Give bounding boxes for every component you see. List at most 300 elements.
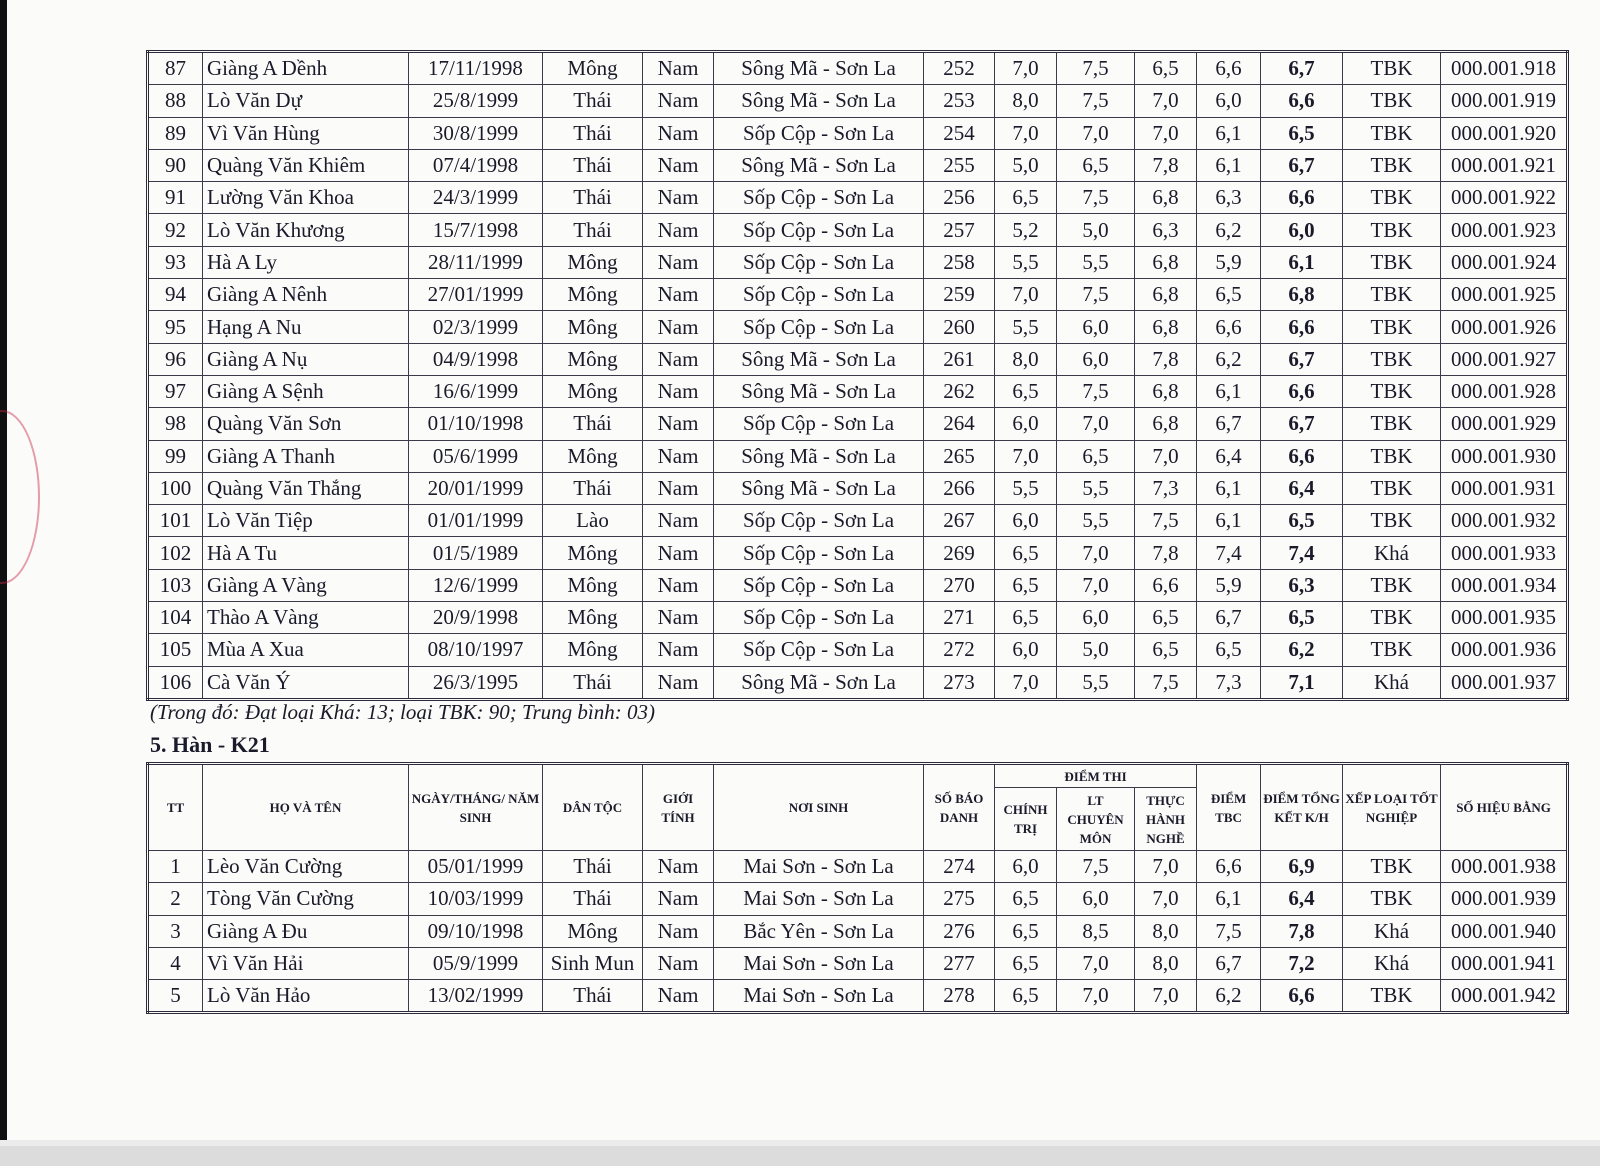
- header-ethnic: DÂN TỘC: [543, 764, 643, 851]
- cell-dob: 02/3/1999: [409, 311, 543, 343]
- header-tt: TT: [148, 764, 203, 851]
- cell-tt: 95: [148, 311, 203, 343]
- cell-ct: 6,5: [995, 537, 1057, 569]
- cell-name: Quàng Văn Thắng: [203, 472, 409, 504]
- cell-tk: 6,7: [1261, 52, 1343, 85]
- cell-gender: Nam: [643, 408, 714, 440]
- cell-tbc: 6,5: [1197, 634, 1261, 666]
- table1-row: [148, 182, 1568, 214]
- cell-ethnic: Lào: [543, 505, 643, 537]
- table1-row: [148, 375, 1568, 407]
- cell-tk: 7,2: [1261, 947, 1343, 979]
- cell-sh: 000.001.922: [1441, 182, 1568, 214]
- cell-xl: TBK: [1343, 52, 1441, 85]
- cell-tbc: 6,6: [1197, 851, 1261, 883]
- cell-th: 6,8: [1135, 375, 1197, 407]
- cell-tbc: 7,3: [1197, 666, 1261, 699]
- cell-birthplace: Sốp Cộp - Sơn La: [714, 214, 924, 246]
- cell-ethnic: Mông: [543, 537, 643, 569]
- cell-ct: 6,5: [995, 980, 1057, 1013]
- cell-name: Lò Văn Dự: [203, 85, 409, 117]
- cell-name: Thào A Vàng: [203, 602, 409, 634]
- cell-ct: 5,2: [995, 214, 1057, 246]
- cell-lt: 6,0: [1057, 311, 1135, 343]
- cell-birthplace: Sốp Cộp - Sơn La: [714, 279, 924, 311]
- cell-sbd: 266: [924, 472, 995, 504]
- cell-sh: 000.001.939: [1441, 883, 1568, 915]
- cell-xl: TBK: [1343, 214, 1441, 246]
- cell-name: Quàng Văn Sơn: [203, 408, 409, 440]
- cell-sbd: 275: [924, 883, 995, 915]
- cell-dob: 28/11/1999: [409, 246, 543, 278]
- cell-tk: 7,4: [1261, 537, 1343, 569]
- cell-sbd: 254: [924, 117, 995, 149]
- cell-birthplace: Sốp Cộp - Sơn La: [714, 311, 924, 343]
- cell-th: 7,0: [1135, 883, 1197, 915]
- cell-lt: 6,0: [1057, 602, 1135, 634]
- cell-tt: 101: [148, 505, 203, 537]
- cell-xl: TBK: [1343, 311, 1441, 343]
- cell-ethnic: Thái: [543, 472, 643, 504]
- cell-lt: 7,0: [1057, 947, 1135, 979]
- table1-row: [148, 569, 1568, 601]
- cell-tt: 100: [148, 472, 203, 504]
- cell-ct: 6,0: [995, 634, 1057, 666]
- cell-dob: 13/02/1999: [409, 980, 543, 1013]
- cell-tbc: 7,5: [1197, 915, 1261, 947]
- cell-dob: 05/01/1999: [409, 851, 543, 883]
- cell-xl: TBK: [1343, 117, 1441, 149]
- cell-dob: 30/8/1999: [409, 117, 543, 149]
- cell-sh: 000.001.918: [1441, 52, 1568, 85]
- cell-tk: 6,1: [1261, 246, 1343, 278]
- cell-lt: 7,5: [1057, 375, 1135, 407]
- cell-gender: Nam: [643, 569, 714, 601]
- cell-xl: Khá: [1343, 915, 1441, 947]
- cell-sbd: 262: [924, 375, 995, 407]
- cell-sbd: 264: [924, 408, 995, 440]
- cell-gender: Nam: [643, 472, 714, 504]
- han-k21-table: [146, 762, 1569, 1014]
- cell-ethnic: Thái: [543, 149, 643, 181]
- cell-lt: 6,5: [1057, 149, 1135, 181]
- cell-tbc: 6,0: [1197, 85, 1261, 117]
- cell-dob: 01/5/1989: [409, 537, 543, 569]
- cell-dob: 15/7/1998: [409, 214, 543, 246]
- cell-ethnic: Mông: [543, 602, 643, 634]
- cell-sh: 000.001.921: [1441, 149, 1568, 181]
- table1-row: [148, 117, 1568, 149]
- cell-ethnic: Mông: [543, 915, 643, 947]
- header-birthplace: NƠI SINH: [714, 764, 924, 851]
- table2-row: [148, 883, 1568, 915]
- cell-th: 6,8: [1135, 182, 1197, 214]
- cell-ct: 6,0: [995, 505, 1057, 537]
- cell-sh: 000.001.936: [1441, 634, 1568, 666]
- header-thuc-hanh: THỰC HÀNH NGHỀ: [1135, 788, 1197, 851]
- cell-ct: 7,0: [995, 279, 1057, 311]
- cell-dob: 01/01/1999: [409, 505, 543, 537]
- cell-dob: 01/10/1998: [409, 408, 543, 440]
- cell-tt: 106: [148, 666, 203, 699]
- cell-name: Lường Văn Khoa: [203, 182, 409, 214]
- header-lt-chuyen-mon: LT CHUYÊN MÔN: [1057, 788, 1135, 851]
- cell-tt: 92: [148, 214, 203, 246]
- cell-tk: 7,1: [1261, 666, 1343, 699]
- cell-lt: 7,5: [1057, 182, 1135, 214]
- cell-tbc: 6,1: [1197, 472, 1261, 504]
- header-so-hieu: SỐ HIỆU BẰNG: [1441, 764, 1568, 851]
- cell-dob: 09/10/1998: [409, 915, 543, 947]
- cell-tbc: 5,9: [1197, 569, 1261, 601]
- cell-th: 6,6: [1135, 569, 1197, 601]
- cell-lt: 7,0: [1057, 117, 1135, 149]
- cell-tk: 6,0: [1261, 214, 1343, 246]
- cell-tk: 6,6: [1261, 311, 1343, 343]
- cell-xl: TBK: [1343, 569, 1441, 601]
- cell-ethnic: Thái: [543, 117, 643, 149]
- cell-lt: 7,0: [1057, 980, 1135, 1013]
- cell-ethnic: Mông: [543, 52, 643, 85]
- cell-birthplace: Sốp Cộp - Sơn La: [714, 246, 924, 278]
- cell-ethnic: Mông: [543, 343, 643, 375]
- cell-sh: 000.001.924: [1441, 246, 1568, 278]
- table1-row: [148, 149, 1568, 181]
- cell-sbd: 267: [924, 505, 995, 537]
- cell-tt: 99: [148, 440, 203, 472]
- cell-dob: 25/8/1999: [409, 85, 543, 117]
- cell-birthplace: Bắc Yên - Sơn La: [714, 915, 924, 947]
- cell-sh: 000.001.931: [1441, 472, 1568, 504]
- cell-gender: Nam: [643, 980, 714, 1013]
- cell-ethnic: Mông: [543, 569, 643, 601]
- table1-row: [148, 666, 1568, 699]
- cell-name: Hà A Ly: [203, 246, 409, 278]
- cell-dob: 17/11/1998: [409, 52, 543, 85]
- cell-tt: 93: [148, 246, 203, 278]
- table1-row: [148, 246, 1568, 278]
- cell-tbc: 7,4: [1197, 537, 1261, 569]
- cell-sbd: 269: [924, 537, 995, 569]
- cell-name: Lò Văn Hảo: [203, 980, 409, 1013]
- cell-name: Cà Văn Ý: [203, 666, 409, 699]
- cell-xl: TBK: [1343, 602, 1441, 634]
- cell-dob: 24/3/1999: [409, 182, 543, 214]
- cell-ethnic: Thái: [543, 851, 643, 883]
- cell-name: Giàng A Đu: [203, 915, 409, 947]
- cell-th: 7,0: [1135, 851, 1197, 883]
- header-tong-ket: ĐIỂM TỔNG KẾT K/H: [1261, 764, 1343, 851]
- header-tbc: ĐIỂM TBC: [1197, 764, 1261, 851]
- cell-lt: 5,5: [1057, 246, 1135, 278]
- cell-gender: Nam: [643, 214, 714, 246]
- cell-xl: TBK: [1343, 85, 1441, 117]
- cell-gender: Nam: [643, 537, 714, 569]
- cell-sbd: 253: [924, 85, 995, 117]
- cell-birthplace: Sốp Cộp - Sơn La: [714, 537, 924, 569]
- cell-tk: 6,8: [1261, 279, 1343, 311]
- cell-tbc: 6,1: [1197, 117, 1261, 149]
- cell-lt: 7,5: [1057, 52, 1135, 85]
- cell-ethnic: Mông: [543, 440, 643, 472]
- cell-birthplace: Mai Sơn - Sơn La: [714, 851, 924, 883]
- cell-gender: Nam: [643, 85, 714, 117]
- cell-tk: 6,5: [1261, 117, 1343, 149]
- cell-tbc: 6,1: [1197, 505, 1261, 537]
- cell-ct: 8,0: [995, 343, 1057, 375]
- cell-xl: Khá: [1343, 537, 1441, 569]
- table1-row: [148, 505, 1568, 537]
- table1-row: [148, 472, 1568, 504]
- cell-tk: 6,7: [1261, 408, 1343, 440]
- cell-dob: 08/10/1997: [409, 634, 543, 666]
- cell-gender: Nam: [643, 343, 714, 375]
- cell-ct: 7,0: [995, 666, 1057, 699]
- cell-th: 7,0: [1135, 440, 1197, 472]
- cell-gender: Nam: [643, 634, 714, 666]
- cell-sbd: 257: [924, 214, 995, 246]
- cell-ct: 6,5: [995, 182, 1057, 214]
- cell-name: Quàng Văn Khiêm: [203, 149, 409, 181]
- cell-ethnic: Mông: [543, 311, 643, 343]
- cell-sbd: 274: [924, 851, 995, 883]
- cell-dob: 05/6/1999: [409, 440, 543, 472]
- cell-dob: 12/6/1999: [409, 569, 543, 601]
- cell-tk: 6,6: [1261, 980, 1343, 1013]
- header-diem-thi: ĐIỂM THI: [995, 764, 1197, 788]
- cell-tt: 87: [148, 52, 203, 85]
- cell-tk: 6,5: [1261, 602, 1343, 634]
- cell-th: 7,8: [1135, 537, 1197, 569]
- cell-ct: 7,0: [995, 440, 1057, 472]
- cell-lt: 5,0: [1057, 634, 1135, 666]
- cell-tt: 102: [148, 537, 203, 569]
- cell-name: Giàng A Nênh: [203, 279, 409, 311]
- cell-gender: Nam: [643, 666, 714, 699]
- cell-sh: 000.001.927: [1441, 343, 1568, 375]
- cell-tk: 6,6: [1261, 440, 1343, 472]
- cell-tk: 6,3: [1261, 569, 1343, 601]
- cell-name: Mùa A Xua: [203, 634, 409, 666]
- cell-tt: 4: [148, 947, 203, 979]
- cell-th: 7,0: [1135, 980, 1197, 1013]
- cell-lt: 5,0: [1057, 214, 1135, 246]
- cell-tt: 1: [148, 851, 203, 883]
- cell-tbc: 6,3: [1197, 182, 1261, 214]
- cell-lt: 5,5: [1057, 472, 1135, 504]
- cell-tk: 6,7: [1261, 343, 1343, 375]
- cell-ct: 5,0: [995, 149, 1057, 181]
- cell-th: 7,3: [1135, 472, 1197, 504]
- cell-sh: 000.001.919: [1441, 85, 1568, 117]
- cell-xl: TBK: [1343, 343, 1441, 375]
- cell-xl: TBK: [1343, 182, 1441, 214]
- cell-th: 6,5: [1135, 634, 1197, 666]
- cell-birthplace: Sốp Cộp - Sơn La: [714, 408, 924, 440]
- cell-tt: 105: [148, 634, 203, 666]
- cell-sbd: 273: [924, 666, 995, 699]
- cell-lt: 6,0: [1057, 883, 1135, 915]
- cell-birthplace: Sông Mã - Sơn La: [714, 472, 924, 504]
- cell-tk: 6,7: [1261, 149, 1343, 181]
- cell-sbd: 260: [924, 311, 995, 343]
- cell-name: Lò Văn Khương: [203, 214, 409, 246]
- cell-dob: 07/4/1998: [409, 149, 543, 181]
- cell-tk: 6,6: [1261, 182, 1343, 214]
- cell-tt: 90: [148, 149, 203, 181]
- cell-birthplace: Sông Mã - Sơn La: [714, 666, 924, 699]
- cell-sh: 000.001.937: [1441, 666, 1568, 699]
- cell-xl: TBK: [1343, 505, 1441, 537]
- table1-row: [148, 311, 1568, 343]
- cell-sh: 000.001.932: [1441, 505, 1568, 537]
- cell-ct: 6,5: [995, 375, 1057, 407]
- cell-tt: 94: [148, 279, 203, 311]
- cell-birthplace: Sốp Cộp - Sơn La: [714, 505, 924, 537]
- cell-dob: 20/01/1999: [409, 472, 543, 504]
- cell-lt: 7,0: [1057, 408, 1135, 440]
- cell-tbc: 6,7: [1197, 947, 1261, 979]
- cell-sh: 000.001.930: [1441, 440, 1568, 472]
- cell-birthplace: Mai Sơn - Sơn La: [714, 980, 924, 1013]
- cell-tbc: 6,2: [1197, 214, 1261, 246]
- cell-gender: Nam: [643, 851, 714, 883]
- cell-ethnic: Thái: [543, 883, 643, 915]
- cell-dob: 16/6/1999: [409, 375, 543, 407]
- cell-lt: 7,0: [1057, 569, 1135, 601]
- cell-gender: Nam: [643, 182, 714, 214]
- cell-xl: TBK: [1343, 408, 1441, 440]
- cell-ethnic: Mông: [543, 375, 643, 407]
- cell-ethnic: Thái: [543, 214, 643, 246]
- cell-th: 7,5: [1135, 666, 1197, 699]
- cell-tt: 2: [148, 883, 203, 915]
- cell-gender: Nam: [643, 440, 714, 472]
- cell-sbd: 270: [924, 569, 995, 601]
- cell-ethnic: Thái: [543, 980, 643, 1013]
- cell-name: Lèo Văn Cường: [203, 851, 409, 883]
- cell-birthplace: Sông Mã - Sơn La: [714, 149, 924, 181]
- cell-tbc: 6,2: [1197, 980, 1261, 1013]
- cell-th: 6,8: [1135, 311, 1197, 343]
- header-xep-loai: XẾP LOẠI TỐT NGHIỆP: [1343, 764, 1441, 851]
- cell-th: 6,3: [1135, 214, 1197, 246]
- cell-lt: 7,0: [1057, 537, 1135, 569]
- cell-tbc: 6,2: [1197, 343, 1261, 375]
- cell-gender: Nam: [643, 52, 714, 85]
- cell-ct: 6,0: [995, 851, 1057, 883]
- cell-ct: 6,5: [995, 569, 1057, 601]
- cell-tt: 91: [148, 182, 203, 214]
- cell-sh: 000.001.923: [1441, 214, 1568, 246]
- table1-row: [148, 408, 1568, 440]
- cell-tt: 103: [148, 569, 203, 601]
- cell-name: Giàng A Thanh: [203, 440, 409, 472]
- cell-ct: 5,5: [995, 472, 1057, 504]
- cell-sh: 000.001.934: [1441, 569, 1568, 601]
- cell-gender: Nam: [643, 149, 714, 181]
- cell-ct: 5,5: [995, 311, 1057, 343]
- table1-row: [148, 52, 1568, 85]
- cell-th: 6,8: [1135, 246, 1197, 278]
- cell-ethnic: Sinh Mun: [543, 947, 643, 979]
- table1-row: [148, 537, 1568, 569]
- cell-gender: Nam: [643, 947, 714, 979]
- cell-sbd: 276: [924, 915, 995, 947]
- cell-name: Tòng Văn Cường: [203, 883, 409, 915]
- cell-tbc: 6,4: [1197, 440, 1261, 472]
- cell-ct: 6,5: [995, 915, 1057, 947]
- cell-birthplace: Sốp Cộp - Sơn La: [714, 182, 924, 214]
- header-dob: NGÀY/THÁNG/ NĂM SINH: [409, 764, 543, 851]
- cell-ethnic: Thái: [543, 666, 643, 699]
- cell-dob: 20/9/1998: [409, 602, 543, 634]
- cell-xl: TBK: [1343, 440, 1441, 472]
- cell-tbc: 6,6: [1197, 311, 1261, 343]
- cell-th: 7,0: [1135, 85, 1197, 117]
- cell-tbc: 5,9: [1197, 246, 1261, 278]
- table2-row: [148, 980, 1568, 1013]
- cell-sh: 000.001.920: [1441, 117, 1568, 149]
- cell-name: Giàng A Dềnh: [203, 52, 409, 85]
- cell-ethnic: Thái: [543, 182, 643, 214]
- cell-dob: 27/01/1999: [409, 279, 543, 311]
- cell-sh: 000.001.926: [1441, 311, 1568, 343]
- cell-sh: 000.001.928: [1441, 375, 1568, 407]
- cell-ct: 6,0: [995, 408, 1057, 440]
- cell-ct: 6,5: [995, 883, 1057, 915]
- cell-sh: 000.001.941: [1441, 947, 1568, 979]
- scan-edge-bottom: [0, 1146, 1600, 1166]
- cell-sh: 000.001.933: [1441, 537, 1568, 569]
- cell-sbd: 261: [924, 343, 995, 375]
- cell-xl: TBK: [1343, 883, 1441, 915]
- cell-th: 6,8: [1135, 408, 1197, 440]
- cell-xl: Khá: [1343, 666, 1441, 699]
- cell-ct: 6,5: [995, 602, 1057, 634]
- cell-sbd: 255: [924, 149, 995, 181]
- cell-name: Giàng A Sệnh: [203, 375, 409, 407]
- cell-lt: 6,0: [1057, 343, 1135, 375]
- cell-lt: 6,5: [1057, 440, 1135, 472]
- table2-row: [148, 851, 1568, 883]
- cell-sh: 000.001.925: [1441, 279, 1568, 311]
- cell-ct: 7,0: [995, 117, 1057, 149]
- cell-xl: Khá: [1343, 947, 1441, 979]
- cell-tk: 6,2: [1261, 634, 1343, 666]
- table2-row: [148, 947, 1568, 979]
- cell-xl: TBK: [1343, 472, 1441, 504]
- cell-gender: Nam: [643, 883, 714, 915]
- cell-birthplace: Sông Mã - Sơn La: [714, 343, 924, 375]
- cell-birthplace: Mai Sơn - Sơn La: [714, 947, 924, 979]
- cell-tt: 97: [148, 375, 203, 407]
- cell-ethnic: Mông: [543, 246, 643, 278]
- cell-sh: 000.001.938: [1441, 851, 1568, 883]
- cell-name: Hạng A Nu: [203, 311, 409, 343]
- cell-xl: TBK: [1343, 279, 1441, 311]
- cell-ethnic: Thái: [543, 85, 643, 117]
- cell-name: Lò Văn Tiệp: [203, 505, 409, 537]
- cell-tk: 6,9: [1261, 851, 1343, 883]
- cell-ethnic: Thái: [543, 408, 643, 440]
- table1-row: [148, 343, 1568, 375]
- cell-ethnic: Mông: [543, 279, 643, 311]
- cell-name: Giàng A Vàng: [203, 569, 409, 601]
- cell-birthplace: Sốp Cộp - Sơn La: [714, 569, 924, 601]
- cell-th: 7,5: [1135, 505, 1197, 537]
- cell-th: 8,0: [1135, 947, 1197, 979]
